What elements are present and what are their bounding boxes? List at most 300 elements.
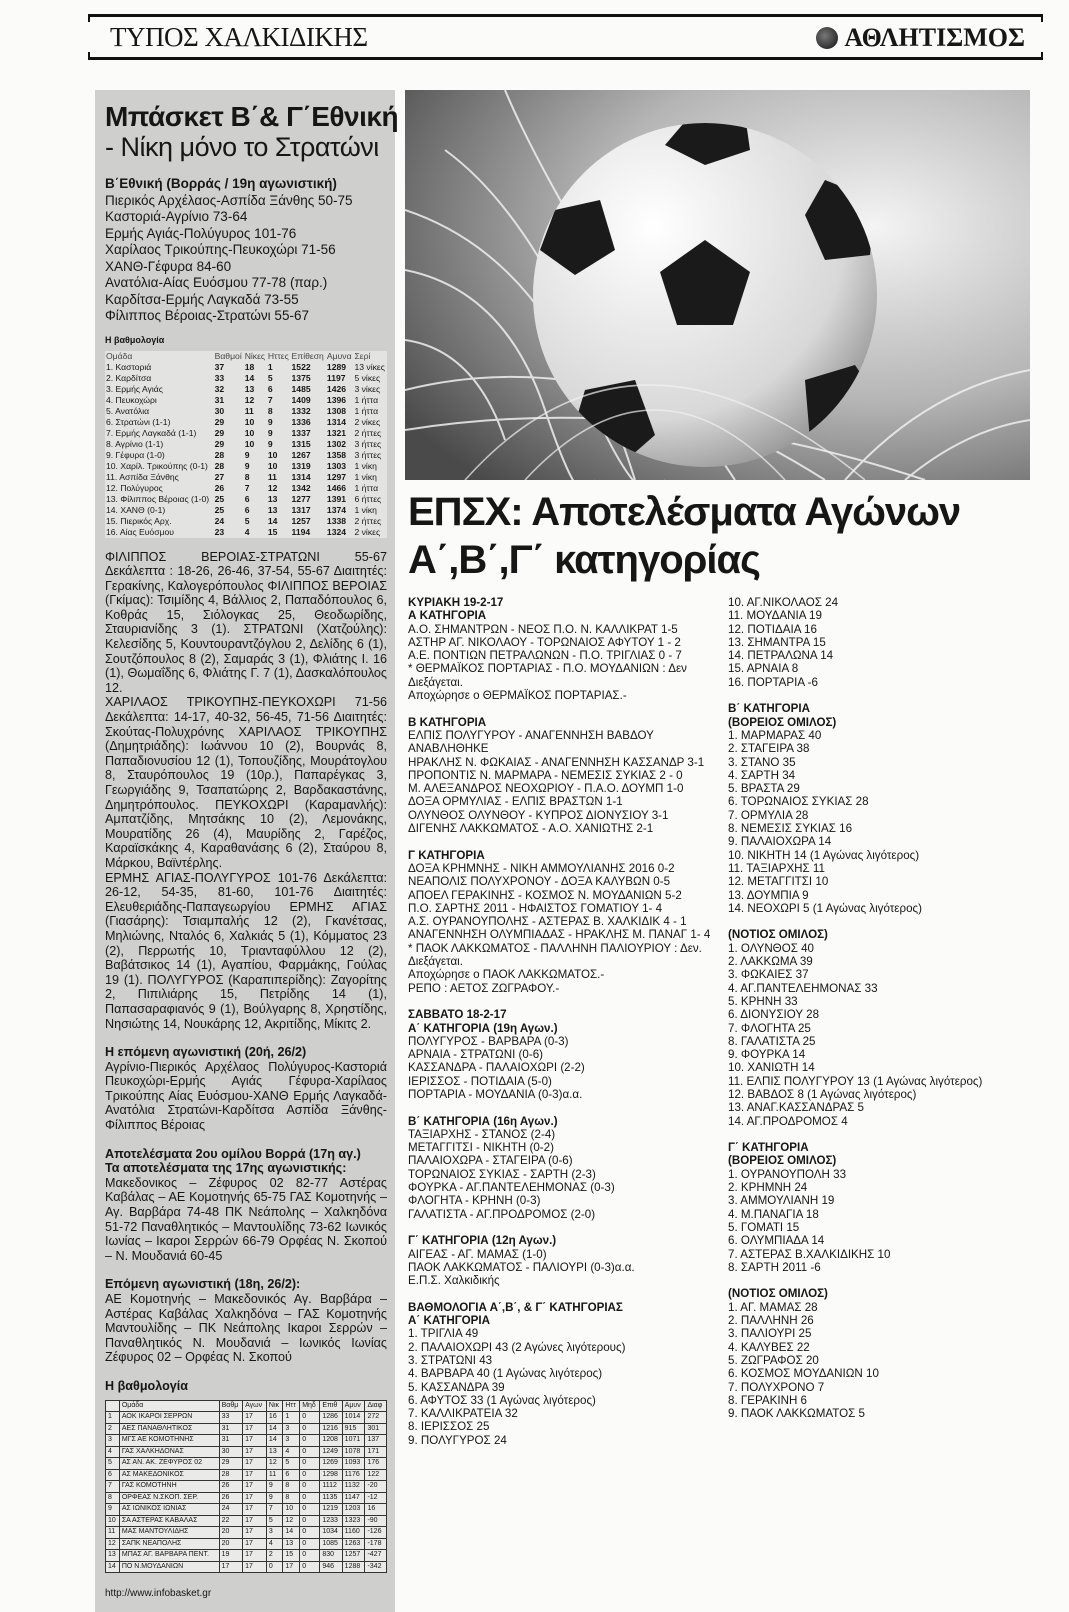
table-row	[105, 461, 387, 472]
group2-next-text: ΑΕ Κομοτηνής – Μακεδονικός Αγ. Βαρβάρα – Αστέρας Καβάλας Χαλκηδόνα – ΓΑΣ Κομοτηνής Μαντουλίδης – ΠΚ Νεάπολης Ικαροι Σερρών – Παναθλητικός Ν. Μουδανιά – Ιωνικός Ιωνίας Ζέφυρος 02 – Ορφέας Ν. Σκοπού	[105, 1292, 387, 1365]
table-cell: 0	[300, 1504, 320, 1516]
table-cell: 8	[283, 1481, 300, 1493]
table-cell: 29	[219, 1458, 242, 1470]
table-cell: 30	[219, 1446, 242, 1458]
table-cell: 7. Ερμής Λαγκαδά (1-1)	[106, 427, 197, 438]
standings-header-row	[105, 351, 387, 362]
table-cell: 1269	[320, 1458, 342, 1470]
table-cell: 1014	[342, 1412, 365, 1424]
list-item: ΠΑΛΑΙΟΧΩΡΑ - ΣΤΑΓΕΙΡΑ (0-6)	[408, 1154, 573, 1168]
table-cell: 3 ήττες	[354, 438, 382, 449]
result-line: Καρδίτσα-Ερμής Λαγκαδά 73-55	[105, 291, 299, 307]
table-cell: 2 νίκες	[354, 526, 381, 537]
group2-results	[105, 1147, 387, 1264]
table-cell: 4. Πευκοχώρι	[106, 394, 157, 405]
list-item: ΠΡΟΠΟΝΤΙΣ Ν. ΜΑΡΜΑΡΑ - ΝΕΜΕΣΙΣ ΣΥΚΙΑΣ 2 - 0	[408, 768, 683, 782]
table-cell: 272	[365, 1412, 387, 1424]
table-cell: 1337	[291, 427, 311, 438]
table-cell: 1257	[291, 515, 311, 526]
result-line: Καστοριά-Αγρίνιο 73-64	[105, 209, 248, 224]
table-cell: 2 ήττες	[354, 515, 382, 526]
table-cell: ΜΑΣ ΜΑΝΤΟΥΛΙΔΗΣ	[119, 1527, 219, 1539]
list-item: 4. ΑΓ.ΠΑΝΤΕΛΕΗΜΟΝΑΣ 33	[728, 981, 878, 995]
column-header: Αμυν	[342, 1400, 365, 1412]
section	[408, 1115, 722, 1221]
table-cell: 16	[266, 1412, 282, 1424]
standings2-heading: Η βαθμολογία	[105, 1378, 189, 1393]
table-cell: 8	[106, 1492, 120, 1504]
list-item: 2. ΠΑΛΑΙΟΧΩΡΙ 43 (2 Αγώνες λιγότερους)	[408, 1340, 626, 1354]
section	[728, 596, 1033, 689]
match-report: ΦΙΛΙΠΠΟΣ ΒΕΡΟΙΑΣ-ΣΤΡΑΤΩΝΙ 55-67 Δεκάλεπτα : 18-26, 26-46, 37-54, 55-67 Διαιτητές: Γερακίνης, Καλογερόπουλος ΦΙΛΙΠΠΟΣ ΒΕΡΟΙΑΣ (Γκίμας): Τσιμίδης 4, Βάλλιος 2, Παπαδόπουλος 6, Κοθράς 15, Σιόλογκας 25, Θεοδωρίδης, Σταυριανίδης 3 (1). ΣΤΡΑΤΩΝΙ (Χατζούλης): Κελεσίδης 5, Κουντουραντζόγλου 2, Δελίδης 6 (1), Σουτζόπουλος 8 (2), Σαμαράς 3 (1), Φλιάτης Ι. 16 (1), Θωμαΐδης 6, Φλιάτης Γ. 7 (1), Δασκαλόπουλος 12.	[105, 549, 387, 695]
table-cell: 9	[267, 427, 273, 438]
table-cell: 2 ήττες	[354, 427, 382, 438]
table-cell: 1112	[320, 1481, 342, 1493]
table-cell: 1466	[326, 482, 347, 493]
table-cell: 16	[365, 1504, 387, 1516]
list-item: 3. ΣΤΑΝΟ 35	[728, 755, 796, 769]
page-header	[88, 14, 1043, 60]
table-cell: 8	[267, 405, 273, 416]
table-cell: 4	[106, 1446, 120, 1458]
list-item: ΝΕΑΠΟΛΙΣ ΠΟΛΥΧΡΟΝΟΥ - ΔΟΞΑ ΚΑΛΥΒΩΝ 0-5	[408, 875, 671, 889]
table-cell: 1203	[342, 1504, 365, 1516]
table-row	[105, 516, 387, 527]
column-header: Ομάδα	[106, 350, 133, 361]
list-item: 4. Μ.ΠΑΝΑΓΙΑ 18	[728, 1207, 819, 1221]
column-header	[106, 1400, 120, 1412]
table-cell: 1 ήττα	[354, 405, 379, 416]
table-cell: 28	[214, 449, 225, 460]
section	[728, 1287, 1033, 1420]
section	[728, 1141, 1033, 1274]
table-row	[105, 428, 387, 439]
list-item: Π.Ο. ΣΑΡΤΗΣ 2011 - ΗΦΑΙΣΤΟΣ ΓΟΜΑΤΙΟΥ 1- 4	[408, 901, 663, 915]
table-cell: 24	[214, 515, 225, 526]
table-cell: 7	[266, 1504, 282, 1516]
table-cell: 1071	[342, 1435, 365, 1447]
table-cell: 12	[283, 1515, 300, 1527]
table-cell: 1208	[320, 1435, 342, 1447]
list-item: 4. ΚΑΛΥΒΕΣ 22	[728, 1340, 810, 1354]
table-cell: 1302	[326, 438, 347, 449]
table-cell: 14	[244, 372, 255, 383]
table-cell: 8	[283, 1492, 300, 1504]
table-cell: 0	[266, 1561, 282, 1573]
table-cell: 1338	[326, 515, 347, 526]
table-cell: 14. ΧΑΝΘ (0-1)	[106, 504, 166, 515]
result-line: Ερμής Αγιάς-Πολύγυρος 101-76	[105, 225, 297, 241]
list-item: 9. ΠΑΛΑΙΟΧΩΡΑ 14	[728, 835, 832, 849]
table-cell: 17	[243, 1527, 267, 1539]
section	[408, 849, 722, 995]
list-item: 6. ΔΙΟΝΥΣΙΟΥ 28	[728, 1008, 820, 1022]
section-label: ΑΘΛΗΤΙΣΜΟΣ	[844, 23, 1025, 52]
table-cell: 1522	[291, 361, 311, 372]
list-item: 8. ΓΑΛΑΤΙΣΤΑ 25	[728, 1034, 816, 1048]
table-cell: 1135	[320, 1492, 342, 1504]
list-item: ΔΙΓΕΝΗΣ ΛΑΚΚΩΜΑΤΟΣ - Α.Ο. ΧΑΝΙΩΤΗΣ 2-1	[408, 822, 654, 836]
table-cell: 17	[283, 1561, 300, 1573]
section	[408, 1301, 722, 1447]
table-cell: ΣΑΠΚ ΝΕΑΠΟΛΗΣ	[119, 1538, 219, 1550]
list-item: 11. ΤΑΞΙΑΡΧΗΣ 11	[728, 861, 825, 875]
table-cell: 13	[266, 1446, 282, 1458]
list-item: 9. ΦΟΥΡΚΑ 14	[728, 1048, 806, 1062]
table-cell: 27	[214, 471, 225, 482]
table-cell: 6 ήττες	[354, 493, 382, 504]
table-cell: 1298	[320, 1469, 342, 1481]
table-cell: 13 νίκες	[354, 361, 385, 372]
table-row	[105, 395, 387, 406]
table-cell: 29	[214, 427, 225, 438]
list-item: 13. ΑΝΑΓ.ΚΑΣΣΑΝΔΡΑΣ 5	[728, 1101, 864, 1115]
list-item: ΦΛΟΓΗΤΑ - ΚΡΗΝΗ (0-3)	[408, 1194, 541, 1208]
table-cell: ΑΣ ΑΝ. ΑΚ. ΖΕΦΥΡΟΣ 02	[119, 1458, 219, 1470]
section-heading: Α΄ ΚΑΤΗΓΟΡΙΑ	[408, 1314, 491, 1328]
table-cell: 1 ήττα	[354, 394, 379, 405]
table-cell: 31	[219, 1435, 242, 1447]
table-cell: 13	[106, 1550, 120, 1562]
table-cell: 1314	[326, 416, 347, 427]
table-cell: 1	[267, 361, 273, 372]
table-cell: 5	[106, 1458, 120, 1470]
table-cell: 28	[219, 1469, 242, 1481]
result-line: Πιερικός Αρχέλαος-Ασπίδα Ξάνθης 50-75	[105, 192, 353, 208]
table-cell: ΟΡΦΕΑΣ Ν.ΣΚΟΠ. ΣΕΡ.	[119, 1492, 219, 1504]
table-cell: 5	[266, 1515, 282, 1527]
group2-heading: Αποτελέσματα 2ου ομίλου Βορρά (17η αγ.)	[105, 1146, 361, 1161]
table-cell: 18	[244, 361, 255, 372]
list-item: 14. ΑΓ.ΠΡΟΔΡΟΜΟΣ 4	[728, 1114, 848, 1128]
table-cell: 17	[243, 1412, 267, 1424]
table-cell: 9	[244, 449, 250, 460]
list-item: Αποχώρησε ο ΠΑΟΚ ΛΑΚΚΩΜΑΤΟΣ.-	[408, 968, 605, 982]
list-item: ΙΕΡΙΣΣΟΣ - ΠΟΤΙΔΑΙΑ (5-0)	[408, 1074, 552, 1088]
list-item: ΠΟΡΤΑΡΙΑ - ΜΟΥΔΑΝΙΑ (0-3)α.α.	[408, 1087, 583, 1101]
group2-text: Μακεδονικος – Ζέφυρος 02 82-77 Αστέρας Καβάλας – ΑΕ Κομοτηνής 65-75 ΓΑΣ Κομοτηνής – Αγ. Βαρβάρα 74-48 ΠΚ Νεάπολης – Χαλκηδόνα 51-72 Παναθλητικός – Μαντουλίδης 73-62 Ιωνικός Ιωνίας – Ικαροι Σερρών 66-79 Ορφέας Ν. Σκοπού – Ν. Μουδανιά 60-45	[105, 1175, 387, 1263]
section-heading: ΣΑΒΒΑΤΟ 18-2-17	[408, 1008, 507, 1022]
table-cell: 4	[244, 526, 250, 537]
list-item: 8. ΓΕΡΑΚΙΝΗ 6	[728, 1393, 807, 1407]
table-cell: 946	[320, 1561, 342, 1573]
list-item: 1. ΟΥΡΑΝΟΥΠΟΛΗ 33	[728, 1167, 847, 1181]
next-round	[105, 1045, 387, 1133]
table-cell: 10	[267, 460, 278, 471]
table-cell: 14	[283, 1527, 300, 1539]
table-cell: ΠΟ Ν.ΜΟΥΔΑΝΙΩΝ	[119, 1561, 219, 1573]
list-item: 7. ΠΟΛΥΧΡΟΝΟ 7	[728, 1380, 825, 1394]
table-cell: 9. Γέφυρα (1-0)	[106, 449, 165, 460]
table-cell: 1324	[326, 526, 347, 537]
table-cell: 17	[243, 1515, 267, 1527]
list-item: ΚΑΣΣΑΝΔΡΑ - ΠΑΛΑΙΟΧΩΡΙ (2-2)	[408, 1061, 585, 1075]
table-cell: 1303	[326, 460, 347, 471]
list-item: 3. ΣΤΡΑΤΩΝΙ 43	[408, 1353, 493, 1367]
table-cell: 1 νίκη	[354, 460, 377, 471]
table-cell: 4	[266, 1538, 282, 1550]
table-cell: 17	[243, 1561, 267, 1573]
table-cell: 10	[283, 1504, 300, 1516]
table-cell: ΑΟΚ ΙΚΑΡΟΙ ΣΕΡΡΩΝ	[119, 1412, 219, 1424]
list-item: ΑΡΝΑΙΑ - ΣΤΡΑΤΩΝΙ (0-6)	[408, 1048, 544, 1062]
list-item: 2. ΚΡΗΜΝΗ 24	[728, 1181, 808, 1195]
table-cell: 1409	[291, 394, 311, 405]
section-heading: Α ΚΑΤΗΓΟΡΙΑ	[408, 609, 487, 623]
list-item: 7. ΟΡΜΥΛΙΑ 28	[728, 808, 809, 822]
list-item: ΤΑΞΙΑΡΧΗΣ - ΣΤΑΝΟΣ (2-4)	[408, 1127, 556, 1141]
table-cell: 2	[106, 1423, 120, 1435]
table-row	[105, 527, 387, 538]
table-cell: 15	[283, 1550, 300, 1562]
table-row	[105, 505, 387, 516]
table-cell: 0	[300, 1412, 320, 1424]
list-item: Α.Ε. ΠΟΝΤΙΩΝ ΠΕΤΡΑΛΩΝΩΝ - Π.Ο. ΤΡΙΓΛΙΑΣ 0 - 7	[408, 649, 682, 663]
table-cell: 17	[243, 1458, 267, 1470]
table-cell: ΜΠΑΣ ΑΓ. ΒΑΡΒΑΡΑ ΠΕΝΤ.	[119, 1550, 219, 1562]
list-item: 9. ΠΟΛΥΓΥΡΟΣ 24	[408, 1433, 507, 1447]
list-item: 10. ΧΑΝΙΩΤΗ 14	[728, 1061, 815, 1075]
table-cell: 3	[283, 1435, 300, 1447]
list-item: 11. ΜΟΥΔΑΝΙΑ 19	[728, 609, 822, 623]
list-item: 8. ΙΕΡΙΣΣΟΣ 25	[408, 1420, 490, 1434]
list-item: 14. ΝΕΟΧΩΡΙ 5 (1 Αγώνας λιγότερος)	[728, 901, 922, 915]
table-cell: 1336	[291, 416, 311, 427]
standings2-block	[105, 1379, 387, 1573]
table-row	[105, 406, 387, 417]
table-cell: 17	[243, 1481, 267, 1493]
table-cell: 6	[244, 493, 250, 504]
table-cell: 5	[244, 515, 250, 526]
table-row	[106, 1550, 387, 1562]
table-cell: 1396	[326, 394, 347, 405]
table-cell: 1358	[326, 449, 347, 460]
basketball-column	[95, 90, 399, 1612]
table-cell: 1374	[326, 504, 347, 515]
list-item: ΕΛΠΙΣ ΠΟΛΥΓΥΡΟΥ - ΑΝΑΓΕΝΝΗΣΗ ΒΑΒΔΟΥ ΑΝΑΒΛΗΘΗΚΕ	[408, 728, 654, 756]
list-item: ΦΟΥΡΚΑ - ΑΓ.ΠΑΝΤΕΛΕΗΜΟΝΑΣ (0-3)	[408, 1181, 615, 1195]
standings-column	[728, 596, 1033, 1434]
table-cell: 1297	[326, 471, 347, 482]
table-row	[106, 1446, 387, 1458]
list-item: ΔΟΞΑ ΚΡΗΜΝΗΣ - ΝΙΚΗ ΑΜΜΟΥΛΙΑΝΗΣ 2016 0-2	[408, 861, 675, 875]
table-cell: 5	[267, 372, 273, 383]
section-heading: Γ ΚΑΤΗΓΟΡΙΑ	[408, 848, 485, 862]
list-item: 5. ΖΩΓΡΑΦΟΣ 20	[728, 1353, 819, 1367]
table-cell: ΓΑΣ ΧΑΛΚΗΔΟΝΑΣ	[119, 1446, 219, 1458]
table-cell: 1176	[342, 1469, 365, 1481]
table-row	[106, 1412, 387, 1424]
table-cell: 11	[106, 1527, 120, 1539]
list-item: ΟΛΥΝΘΟΣ ΟΛΥΝΘΟΥ - ΚΥΠΡΟΣ ΔΙΟΝΥΣΙΟΥ 3-1	[408, 808, 669, 822]
table-cell: 9	[267, 416, 273, 427]
group2-next	[105, 1277, 387, 1365]
table-cell: 12	[244, 394, 255, 405]
table-cell: 1314	[291, 471, 311, 482]
source-url: http://www.infobasket.gr	[105, 1588, 212, 1600]
table-cell: 11	[266, 1469, 282, 1481]
table-cell: 0	[300, 1538, 320, 1550]
table-cell: 1194	[291, 526, 311, 537]
table-cell: 1	[106, 1412, 120, 1424]
table-cell: 0	[300, 1515, 320, 1527]
table-cell: 10	[244, 427, 255, 438]
section-heading: Γ΄ ΚΑΤΗΓΟΡΙΑ	[728, 1141, 809, 1155]
table-cell: 12	[106, 1538, 120, 1550]
match-reports	[105, 550, 387, 1032]
table-cell: 1147	[342, 1492, 365, 1504]
section-heading: (ΒΟΡΕΙΟΣ ΟΜΙΛΟΣ)	[728, 1154, 837, 1168]
table-cell: 17	[243, 1435, 267, 1447]
results-heading: Β΄Εθνική (Βορράς / 19η αγωνιστική)	[105, 176, 337, 191]
table-row	[105, 450, 387, 461]
results-list	[105, 176, 387, 325]
column-header: Ηττ	[283, 1400, 300, 1412]
table-cell: 7	[267, 394, 273, 405]
list-item: 5. ΚΡΗΝΗ 33	[728, 994, 798, 1008]
list-item: ΠΟΛΥΓΥΡΟΣ - ΒΑΡΒΑΡΑ (0-3)	[408, 1034, 569, 1048]
table-cell: 11. Ασπίδα Ξάνθης	[106, 471, 179, 482]
result-line: ΧΑΝΘ-Γέφυρα 84-60	[105, 258, 232, 274]
table-cell: 26	[214, 482, 225, 493]
list-item: Μ. ΑΛΕΞΑΝΔΡΟΣ ΝΕΟΧΩΡΙΟΥ - Π.Α.Ο. ΔΟΥΜΠ 1-0	[408, 782, 684, 796]
list-item: 8. ΝΕΜΕΣΙΣ ΣΥΚΙΑΣ 16	[728, 822, 853, 836]
table-cell: 1078	[342, 1446, 365, 1458]
table-cell: 26	[219, 1492, 242, 1504]
table-cell: 0	[300, 1469, 320, 1481]
standings-table	[105, 351, 387, 538]
table-cell: 17	[243, 1550, 267, 1562]
table-cell: 2 νίκες	[354, 416, 381, 427]
table-cell: ΓΑΣ ΚΟΜΟΤΗΝΗ	[119, 1481, 219, 1493]
table-cell: 20	[219, 1527, 242, 1539]
table-cell: 7	[244, 482, 250, 493]
publication-name: ΤΥΠΟΣ ΧΑΛΚΙΔΙΚΗΣ	[110, 22, 368, 52]
table-cell: -90	[365, 1515, 387, 1527]
list-item: 8. ΣΑΡΤΗ 2011 -6	[728, 1260, 821, 1274]
list-item: ΑΙΓΕΑΣ - ΑΓ. ΜΑΜΑΣ (1-0)	[408, 1247, 547, 1261]
column-header: Σερί	[354, 350, 371, 361]
table-cell: 0	[300, 1561, 320, 1573]
table-cell: 1321	[326, 427, 347, 438]
table-cell: 17	[243, 1538, 267, 1550]
table-cell: 1219	[320, 1504, 342, 1516]
table-cell: 12	[266, 1458, 282, 1470]
section-heading: (ΝΟΤΙΟΣ ΟΜΙΛΟΣ)	[728, 928, 828, 942]
table-cell: 0	[300, 1435, 320, 1447]
list-item: 11. ΕΛΠΙΣ ΠΟΛΥΓΥΡΟΥ 13 (1 Αγώνας λιγότερος)	[728, 1074, 983, 1088]
table-cell: 1263	[342, 1538, 365, 1550]
standings2-table	[105, 1400, 387, 1574]
list-item: 16. ΠΟΡΤΑΡΙΑ -6	[728, 675, 818, 689]
list-item: 13. ΣΗΜΑΝΤΡΑ 15	[728, 635, 826, 649]
table-row	[105, 384, 387, 395]
list-item: ΑΣΤΗΡ ΑΓ. ΝΙΚΟΛΑΟΥ - ΤΟΡΩΝΑΙΟΣ ΑΦΥΤΟΥ 1 - 2	[408, 635, 681, 649]
table-cell: 2	[266, 1550, 282, 1562]
table-cell: 12	[267, 482, 278, 493]
table-cell: 830	[320, 1550, 342, 1562]
table-cell: ΣΑ ΑΣΤΕΡΑΣ ΚΑΒΑΛΑΣ	[119, 1515, 219, 1527]
list-item: 3. ΑΜΜΟΥΛΙΑΝΗ 19	[728, 1194, 835, 1208]
table-cell: 1319	[291, 460, 311, 471]
standings2-header-row	[106, 1400, 387, 1412]
section-heading: Γ΄ ΚΑΤΗΓΟΡΙΑ (12η Αγων.)	[408, 1234, 557, 1248]
results-column	[408, 596, 722, 1460]
table-cell: 29	[214, 416, 225, 427]
section-heading: (ΒΟΡΕΙΟΣ ΟΜΙΛΟΣ)	[728, 715, 837, 729]
table-row	[106, 1515, 387, 1527]
table-cell: 14	[106, 1561, 120, 1573]
list-item: * ΠΑΟΚ ΛΑΚΚΩΜΑΤΟΣ - ΠΑΛΛΗΝΗ ΠΑΛΙΟΥΡΙΟΥ : Δεν. Διεξάγεται.	[408, 941, 702, 969]
table-cell: 1288	[342, 1561, 365, 1573]
section	[408, 596, 722, 702]
section-heading: (ΝΟΤΙΟΣ ΟΜΙΛΟΣ)	[728, 1287, 828, 1301]
next-round-text: Αγρίνιο-Πιερικός Αρχέλαος Πολύγυρος-Καστοριά Πευκοχώρι-Ερμής Αγιάς Γέφυρα-Χαρίλαος Τρικούπης Αίας Ευόσμου-ΧΑΝΘ Ερμής Λαγκαδά-Ανατόλια Στρατώνι-Καρδίτσα Ασπίδα Ξάνθης-Φίλιππος Βέροιας	[105, 1059, 387, 1133]
table-cell: 29	[214, 438, 225, 449]
table-cell: 8. Αγρίνιο (1-1)	[106, 438, 164, 449]
table-row	[106, 1435, 387, 1447]
table-row	[106, 1561, 387, 1573]
section-heading: Α΄ ΚΑΤΗΓΟΡΙΑ (19η Αγων.)	[408, 1021, 558, 1035]
basketball-subtitle: - Νίκη μόνο το Στρατώνι	[105, 132, 379, 162]
header-rule-top	[88, 14, 1043, 17]
table-cell: 122	[365, 1469, 387, 1481]
table-row	[105, 417, 387, 428]
table-cell: ΑΣ ΙΩΝΙΚΟΣ ΙΩΝΙΑΣ	[119, 1504, 219, 1516]
list-item: ΔΟΞΑ ΟΡΜΥΛΙΑΣ - ΕΛΠΙΣ ΒΡΑΣΤΩΝ 1-1	[408, 795, 623, 809]
football-icon	[816, 27, 838, 49]
table-cell: 10	[244, 416, 255, 427]
table-cell: 1216	[320, 1423, 342, 1435]
table-cell: -20	[365, 1481, 387, 1493]
headline-line-1: ΕΠΣΧ: Αποτελέσματα Αγώνων	[408, 490, 961, 534]
column-header: Νικ	[266, 1400, 282, 1412]
list-item: 3. ΦΩΚΑΙΕΣ 37	[728, 968, 809, 982]
table-cell: 1317	[291, 504, 311, 515]
table-cell: 176	[365, 1458, 387, 1470]
column-header: Αγων	[243, 1400, 267, 1412]
standings-heading: Η βαθμολογία	[105, 334, 165, 345]
table-cell: 9	[266, 1492, 282, 1504]
table-cell: 1277	[291, 493, 311, 504]
table-cell: 1426	[326, 383, 347, 394]
list-item: ΓΑΛΑΤΙΣΤΑ - ΑΓ.ΠΡΟΔΡΟΜΟΣ (2-0)	[408, 1207, 596, 1221]
table-cell: 1391	[326, 493, 347, 504]
section	[728, 928, 1033, 1127]
basketball-title: Μπάσκετ Β΄& Γ΄Εθνική	[105, 101, 399, 132]
list-item: 4. ΣΑΡΤΗ 34	[728, 768, 796, 782]
table-cell: 1315	[291, 438, 311, 449]
table-cell: 1197	[326, 372, 346, 383]
list-item: 12. ΠΟΤΙΔΑΙΑ 16	[728, 622, 817, 636]
list-item: 15. ΑΡΝΑΙΑ 8	[728, 662, 799, 676]
list-item: 3. ΠΑΛΙΟΥΡΙ 25	[728, 1327, 812, 1341]
table-row	[106, 1492, 387, 1504]
table-cell: 13	[244, 383, 255, 394]
table-cell: ΜΓΣ ΑΕ ΚΟΜΟΤΗΝΗΣ	[119, 1435, 219, 1447]
table-cell: 14	[266, 1435, 282, 1447]
table-cell: 1289	[326, 361, 347, 372]
table-cell: 5	[283, 1458, 300, 1470]
column-header: Επιθ	[320, 1400, 342, 1412]
table-cell: 19	[219, 1550, 242, 1562]
table-cell: 33	[219, 1412, 242, 1424]
table-cell: 1249	[320, 1446, 342, 1458]
list-item: ΗΡΑΚΛΗΣ Ν. ΦΩΚΑΙΑΣ - ΑΝΑΓΕΝΝΗΣΗ ΚΑΣΣΑΝΔΡ 3-1	[408, 755, 705, 769]
table-cell: 22	[219, 1515, 242, 1527]
section-name	[816, 23, 1025, 53]
table-row	[106, 1527, 387, 1539]
